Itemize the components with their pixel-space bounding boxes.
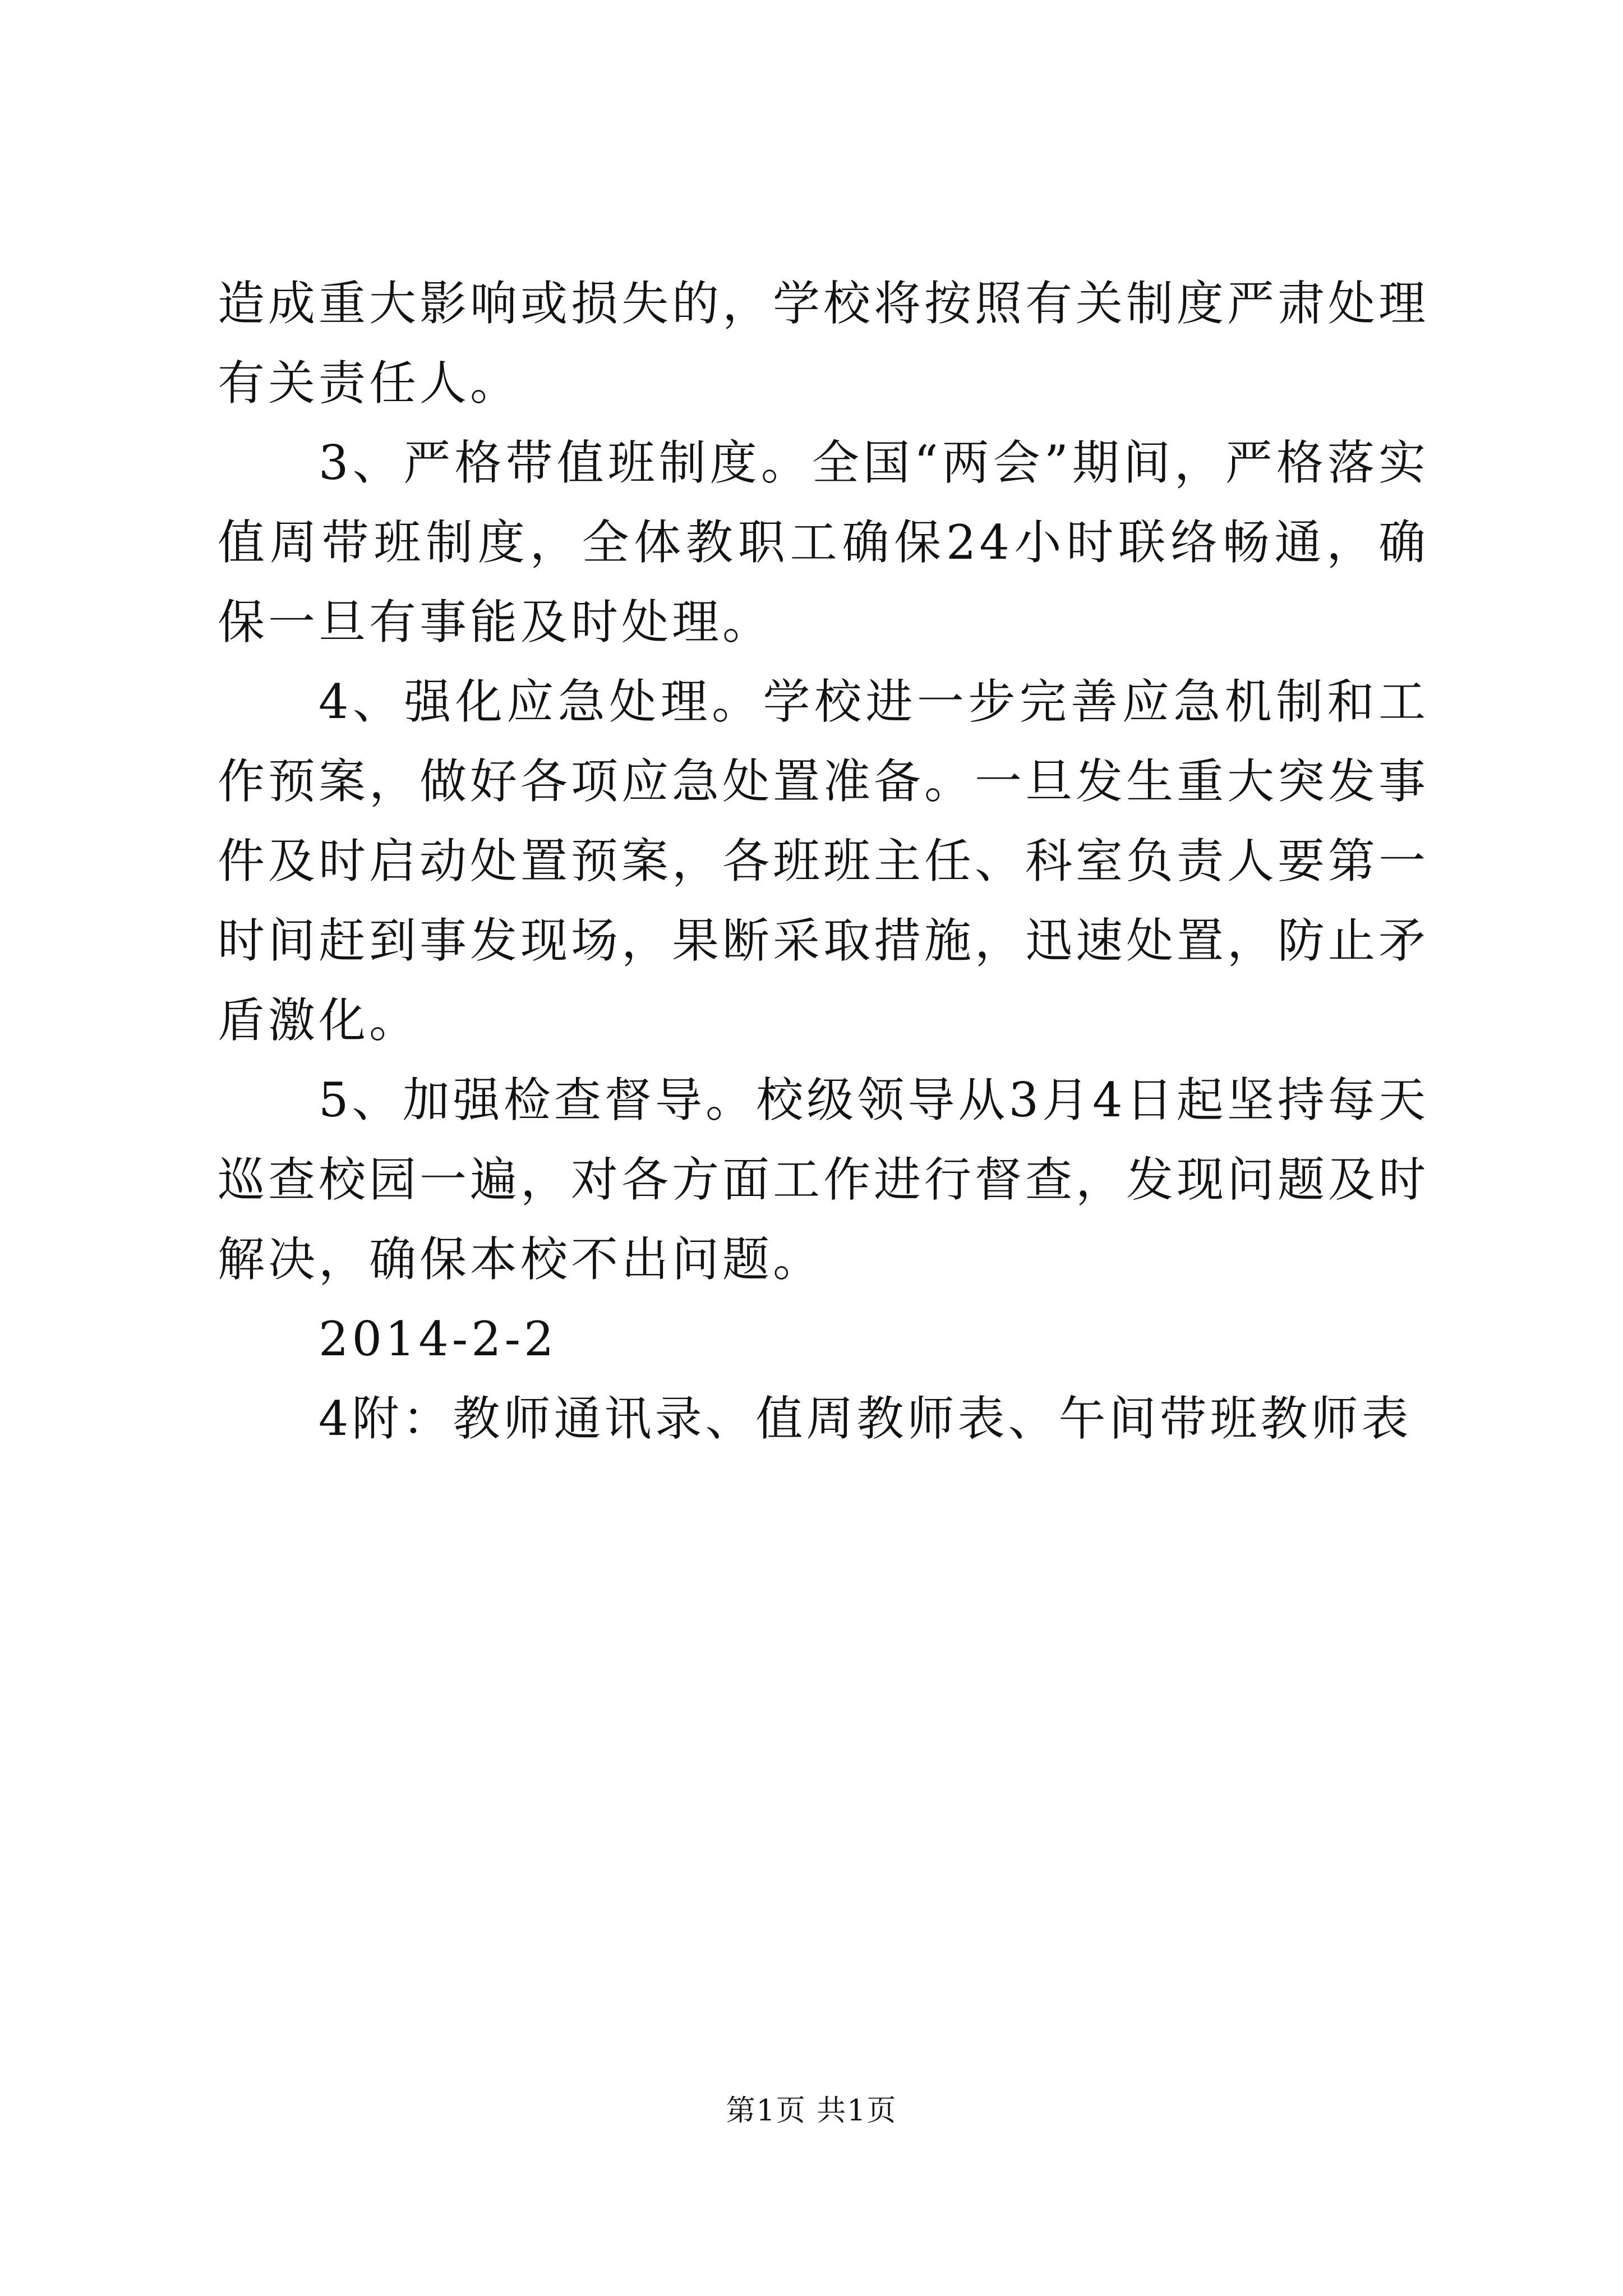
document-date: 2014-2-2: [319, 1312, 557, 1366]
paragraph-continuation: 造成重大影响或损失的，学校将按照有关制度严肃处理有关责任人。: [218, 276, 1430, 411]
paragraph-item-4-emergency-handling: 4、强化应急处理。学校进一步完善应急机制和工作预案，做好各项应急处置准备。一旦发生重大突发事件及时启动处置预案，各班班主任、科室负责人要第一时间赶到事发现场，果断采取措施，迅速处置，防止矛盾激化。: [218, 674, 1430, 1048]
paragraph-item-3-duty-system: 3、严格带值班制度。全国“两会”期间，严格落实值周带班制度，全体教职工确保24小时联络畅通，确保一旦有事能及时处理。: [218, 435, 1429, 650]
page-footer: [0, 2091, 1623, 2131]
attachment-note: 4附：教师通讯录、值周教师表、午间带班教师表: [319, 1391, 1412, 1446]
page-number: 第1页 共1页: [726, 2094, 897, 2128]
paragraph-item-5-inspection: 5、加强检查督导。校级领导从3月4日起坚持每天巡查校园一遍，对各方面工作进行督查，发现问题及时解决，确保本校不出问题。: [218, 1073, 1430, 1287]
document-body: [218, 264, 1429, 1458]
